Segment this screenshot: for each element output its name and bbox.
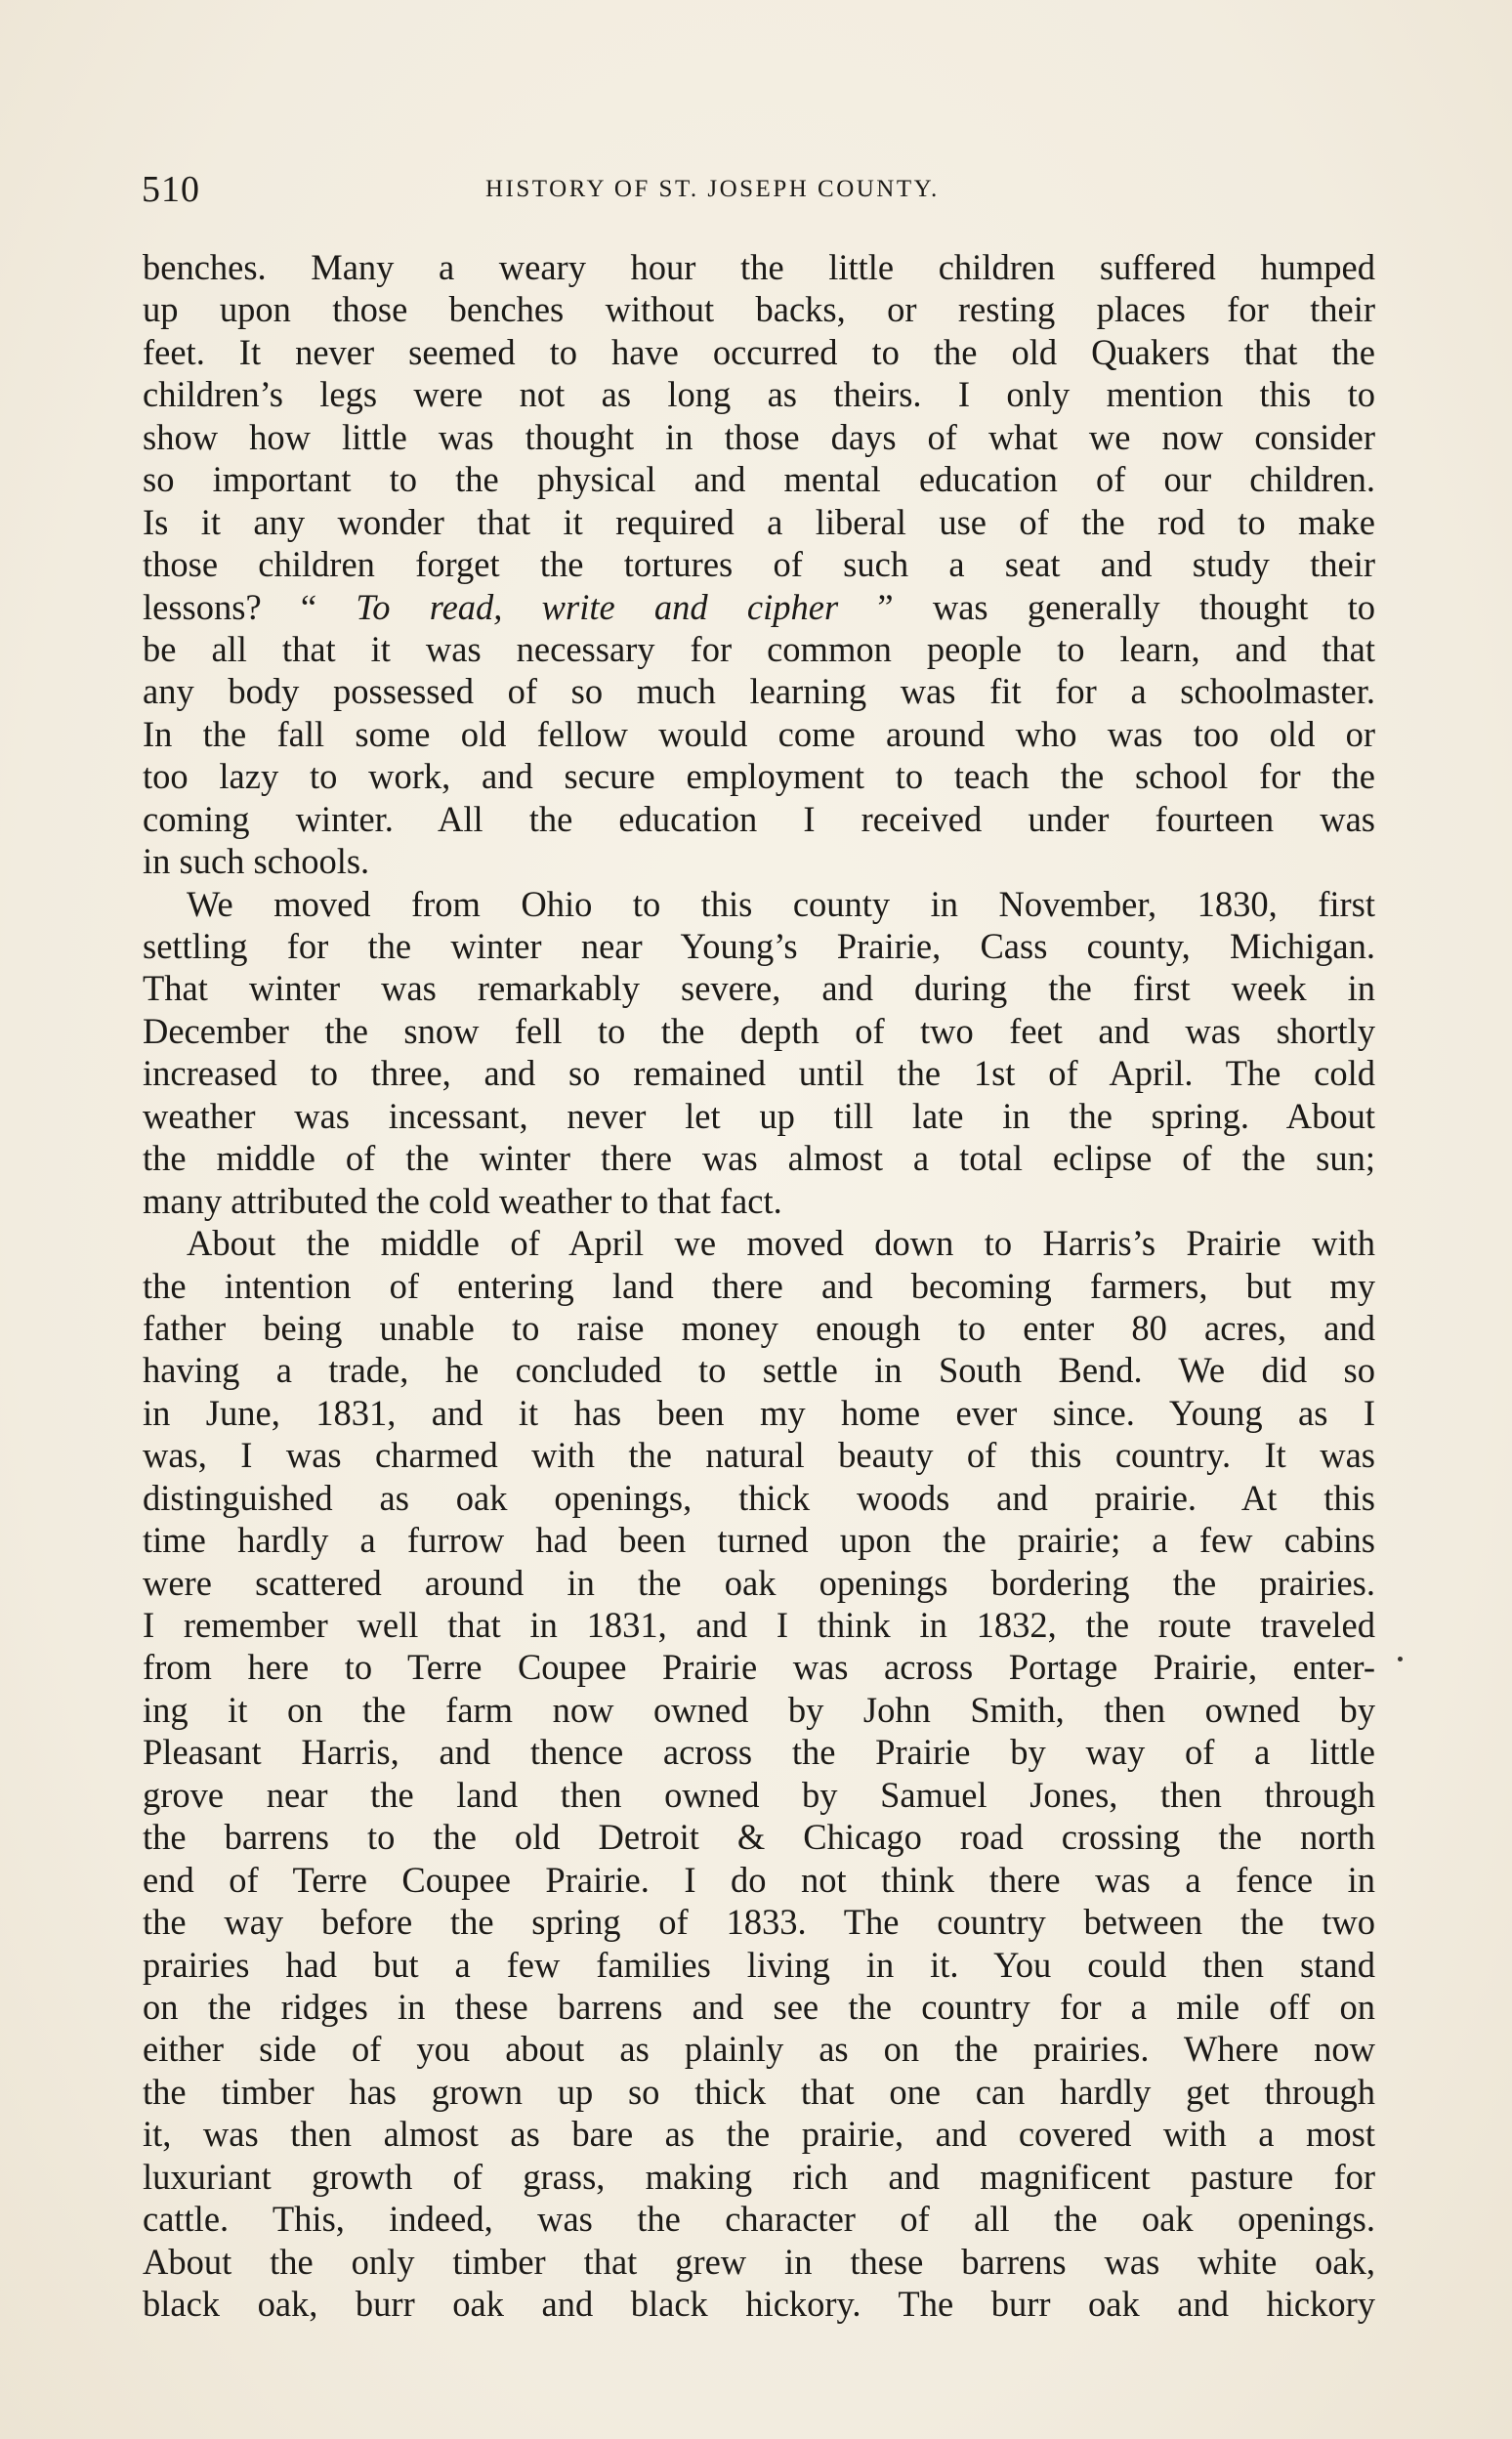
page-number: 510 xyxy=(142,169,200,210)
text-line: from here to Terre Coupee Prairie was across Portage Prairie, enter- xyxy=(143,1647,1375,1688)
text-line: prairies had but a few families living in it. You could then stand xyxy=(143,1944,1375,1985)
text-span: lessons? “ xyxy=(143,586,357,627)
text-line: Is it any wonder that it required a liberal use of the rod to make xyxy=(143,501,1375,542)
text-line: having a trade, he concluded to settle in South Bend. We did so xyxy=(143,1350,1375,1391)
text-line: settling for the winter near Young’s Prairie, Cass county, Michigan. xyxy=(143,926,1375,966)
text-line: weather was incessant, never let up till late in the spring. About xyxy=(143,1095,1375,1136)
text-line: cattle. This, indeed, was the character of all the oak openings. xyxy=(143,2199,1375,2240)
text-line: black oak, burr oak and black hickory. The burr oak and hickory xyxy=(143,2284,1375,2324)
text-line: so important to the physical and mental education of our children. xyxy=(143,459,1375,500)
text-line: up upon those benches without backs, or resting places for their xyxy=(143,289,1375,330)
text-line: That winter was remarkably severe, and during the first week in xyxy=(143,968,1375,1009)
text-line: children’s legs were not as long as theirs. I only mention this to xyxy=(143,374,1375,415)
text-line: December the snow fell to the depth of two feet and was shortly xyxy=(143,1010,1375,1051)
text-line: feet. It never seemed to have occurred to the old Quakers that the xyxy=(143,331,1375,372)
text-line: it, was then almost as bare as the prairie, and covered with a most xyxy=(143,2114,1375,2155)
text-line: In the fall some old fellow would come around who was too old or xyxy=(143,713,1375,754)
text-line: was, I was charmed with the natural beauty of this country. It was xyxy=(143,1435,1375,1476)
text-line: be all that it was necessary for common people to learn, and that xyxy=(143,628,1375,669)
text-line: the timber has grown up so thick that one can hardly get through xyxy=(143,2071,1375,2112)
text-line: increased to three, and so remained until the 1st of April. The cold xyxy=(143,1053,1375,1094)
text-line: time hardly a furrow had been turned upon the prairie; a few cabins xyxy=(143,1520,1375,1561)
text-line: end of Terre Coupee Prairie. I do not think there was a fence in xyxy=(143,1859,1375,1900)
text-line: father being unable to raise money enough to enter 80 acres, and xyxy=(143,1307,1375,1348)
page-header xyxy=(142,168,1374,217)
text-line: the way before the spring of 1833. The country between the two xyxy=(143,1902,1375,1943)
text-line: ing it on the farm now owned by John Smith, then owned by xyxy=(143,1689,1375,1730)
text-line xyxy=(143,586,1375,628)
text-line: were scattered around in the oak openings bordering the prairies. xyxy=(143,1562,1375,1603)
text-line: I remember well that in 1831, and I think in 1832, the route traveled xyxy=(143,1605,1375,1645)
running-head: HISTORY OF ST. JOSEPH COUNTY. xyxy=(485,176,940,202)
text-line: any body possessed of so much learning was fit for a schoolmaster. xyxy=(143,671,1375,712)
text-line: About the middle of April we moved down to Harris’s Prairie with xyxy=(187,1223,1375,1264)
text-line: those children forget the tortures of such a seat and study their xyxy=(143,544,1375,585)
text-line: many attributed the cold weather to that fact. xyxy=(143,1180,782,1221)
text-line: the intention of entering land there and becoming farmers, but my xyxy=(143,1265,1375,1306)
text-line: the middle of the winter there was almost a total eclipse of the sun; xyxy=(143,1138,1375,1179)
text-line: Pleasant Harris, and thence across the Prairie by way of a little xyxy=(143,1732,1375,1773)
text-line: the barrens to the old Detroit & Chicago road crossing the north xyxy=(143,1817,1375,1858)
text-line: We moved from Ohio to this county in November, 1830, first xyxy=(187,883,1375,924)
italic-phrase: To read, write and cipher xyxy=(356,586,839,627)
text-line: About the only timber that grew in these barrens was white oak, xyxy=(143,2241,1375,2282)
text-line: grove near the land then owned by Samuel Jones, then through xyxy=(143,1774,1375,1815)
text-line: coming winter. All the education I received under fourteen was xyxy=(143,798,1375,839)
text-line: in such schools. xyxy=(143,841,370,882)
text-line: either side of you about as plainly as on the prairies. Where now xyxy=(143,2029,1375,2070)
text-line: on the ridges in these barrens and see the country for a mile off on xyxy=(143,1986,1375,2027)
text-line: too lazy to work, and secure employment to teach the school for the xyxy=(143,756,1375,797)
text-line: luxuriant growth of grass, making rich and magnificent pasture for xyxy=(143,2156,1375,2197)
margin-mark xyxy=(1398,1657,1403,1661)
body-text xyxy=(143,246,1375,2325)
text-line: benches. Many a weary hour the little children suffered humped xyxy=(143,247,1375,287)
text-line: show how little was thought in those days of what we now consider xyxy=(143,416,1375,457)
text-span: ” was generally thought to xyxy=(838,586,1375,627)
text-line: distinguished as oak openings, thick woods and prairie. At this xyxy=(143,1477,1375,1518)
text-line: in June, 1831, and it has been my home ever since. Young as I xyxy=(143,1392,1375,1433)
